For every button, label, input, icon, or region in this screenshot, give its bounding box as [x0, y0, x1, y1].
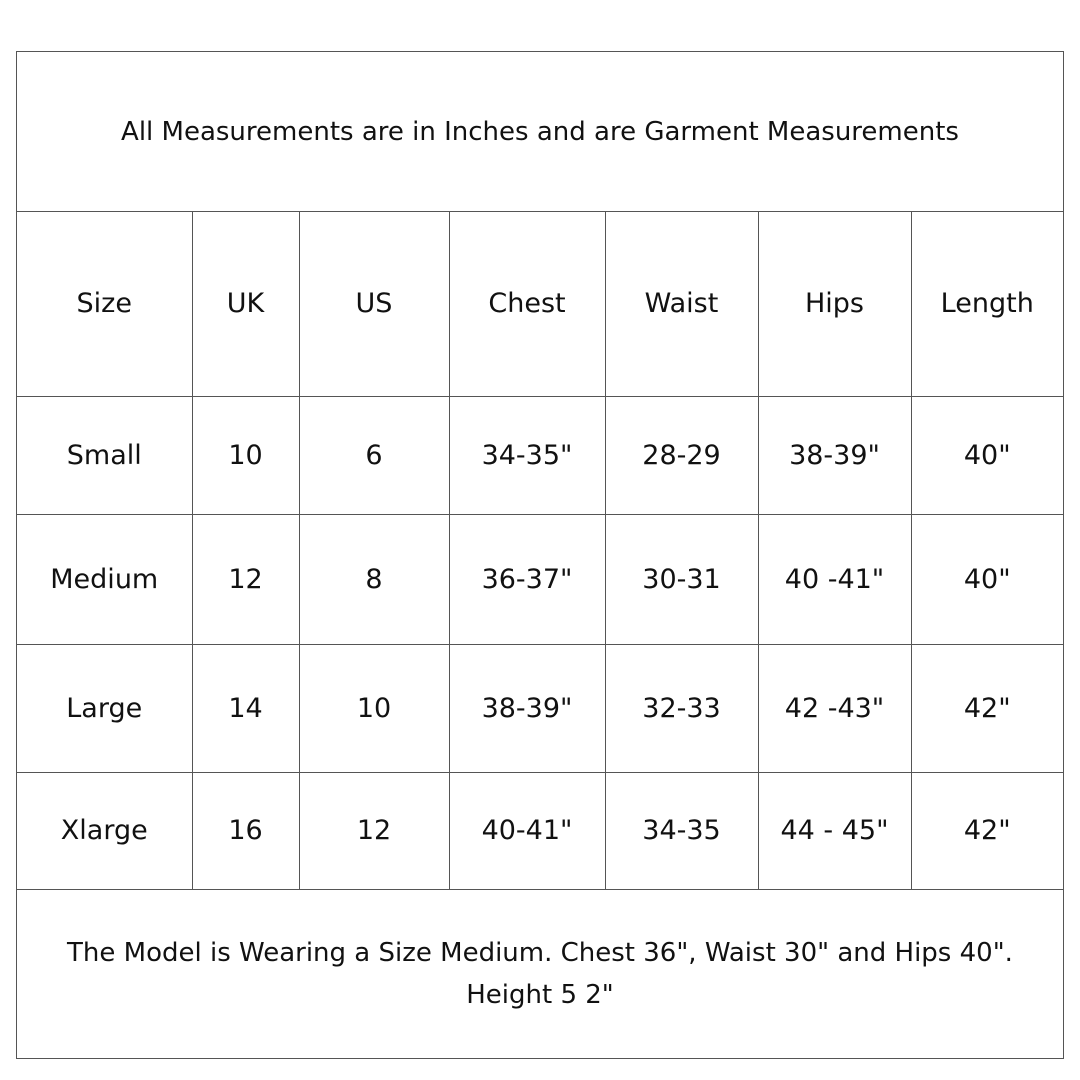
- cell-hips: 42 -43": [758, 644, 911, 772]
- cell-waist: 28-29: [605, 396, 758, 514]
- cell-size: Small: [17, 396, 192, 514]
- cell-chest: 40-41": [449, 772, 605, 889]
- cell-length: 40": [911, 514, 1063, 644]
- cell-waist: 30-31: [605, 514, 758, 644]
- column-header-size: Size: [17, 212, 192, 396]
- cell-us: 8: [299, 514, 449, 644]
- cell-waist: 32-33: [605, 644, 758, 772]
- cell-hips: 38-39": [758, 396, 911, 514]
- cell-size: Large: [17, 644, 192, 772]
- size-table: [17, 212, 1063, 890]
- cell-uk: 12: [192, 514, 299, 644]
- model-note-line-1: The Model is Wearing a Size Medium. Chest 36", Waist 30" and Hips 40".: [67, 937, 1013, 968]
- column-header-length: Length: [911, 212, 1063, 396]
- cell-us: 10: [299, 644, 449, 772]
- cell-us: 12: [299, 772, 449, 889]
- cell-size: Xlarge: [17, 772, 192, 889]
- column-header-chest: Chest: [449, 212, 605, 396]
- model-note-line-2: Height 5 2": [466, 979, 614, 1010]
- column-header-uk: UK: [192, 212, 299, 396]
- chart-title: All Measurements are in Inches and are Garment Measurements: [17, 52, 1063, 212]
- cell-chest: 34-35": [449, 396, 605, 514]
- cell-chest: 36-37": [449, 514, 605, 644]
- cell-uk: 14: [192, 644, 299, 772]
- cell-chest: 38-39": [449, 644, 605, 772]
- table-row: [17, 772, 1063, 889]
- cell-uk: 10: [192, 396, 299, 514]
- table-row: [17, 514, 1063, 644]
- cell-length: 40": [911, 396, 1063, 514]
- cell-waist: 34-35: [605, 772, 758, 889]
- cell-uk: 16: [192, 772, 299, 889]
- column-header-waist: Waist: [605, 212, 758, 396]
- column-header-hips: Hips: [758, 212, 911, 396]
- cell-hips: 40 -41": [758, 514, 911, 644]
- cell-us: 6: [299, 396, 449, 514]
- table-header-row: [17, 212, 1063, 396]
- column-header-us: US: [299, 212, 449, 396]
- cell-length: 42": [911, 644, 1063, 772]
- cell-size: Medium: [17, 514, 192, 644]
- table-row: [17, 644, 1063, 772]
- cell-hips: 44 - 45": [758, 772, 911, 889]
- model-note: [17, 889, 1063, 1058]
- cell-length: 42": [911, 772, 1063, 889]
- table-row: [17, 396, 1063, 514]
- size-chart: [16, 51, 1064, 1059]
